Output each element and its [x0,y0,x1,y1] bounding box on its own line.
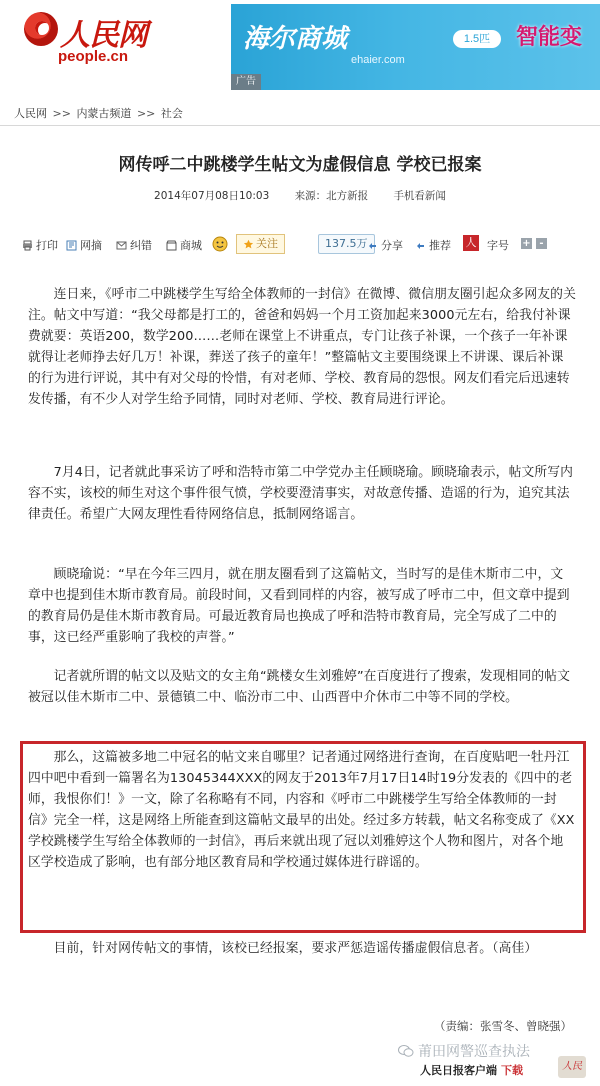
print-button[interactable] [22,237,58,253]
breadcrumb-separator: >> [136,107,156,120]
mall-label: 商城 [180,239,202,252]
people-stamp-logo: 人民 [558,1056,586,1078]
breadcrumb [14,105,183,121]
article-paragraph: 顾晓瑜说：“早在今年三四月，就在朋友圈看到了这篇帖文，当时写的是佳木斯市二中，文章中也提到佳木斯市教育局。前段时间，又看到同样的内容，被写成了呼市二中，但文章中提到的教育局仍是佳木斯市教育局。可最近教育局也换成了呼和浩特市教育局，完全写成了二中的事，这已经严重影响了我校的声誉。” [28,567,570,645]
people-cn-logo[interactable] [22,8,192,68]
breadcrumb-section[interactable]: 社会 [160,107,183,120]
mail-icon [116,240,127,251]
mall-button[interactable] [166,237,202,253]
article-paragraph: 记者就所谓的帖文以及贴文的女主角“跳楼女生刘雅婷”在百度进行了搜索，发现相同的帖文被冠以佳木斯市二中、景德镇二中、临汾市二中、山西晋中介休市二中等不同的学校。 [28,669,571,705]
share-label: 分享 [381,239,403,252]
article-paragraph-highlighted: 那么，这篇被多地二中冠名的帖文来自哪里？记者通过网络进行查询，在百度贴吧一牡丹江四中吧中看到一篇署名为13045344XXX的网友于2013年7月17日14时19分发表的《四中的老师，我恨你们！》一文，除了名称略有不同，内容和《呼市二中跳楼学生写给全体教师的一封信》完全一样，这是网络上所能查到这篇帖文最早的出处。经过多方转载，帖文名称变成了《XX学校跳楼学生写给全体教师的一封信》，再后来就出现了冠以刘雅婷这个人物和图片，对各个地区学校造成了影响，也有部分地区教育局和学校通过媒体进行辟谣的。 [28,750,575,870]
mall-icon [166,240,177,251]
article-date: 2014年07月08日10:03 [154,190,270,202]
smiley-icon[interactable] [212,236,228,252]
star-icon [243,239,254,250]
article-source[interactable]: 来源：北方新报 [294,190,369,202]
article-paragraph: 7月4日，记者就此事采访了呼和浩特市第二中学党办主任顾晓瑜。顾晓瑜表示，帖文所写内容不实，该校的师生对这个事件很气愤，学校要澄清事实，对故意传播、造谣的行为，追究其法律责任。希望广大网友理性看待网络信息，抵制网络谣言。 [28,465,574,522]
breadcrumb-home[interactable]: 人民网 [14,107,47,120]
ad-pill: 1.5匹 [453,30,501,48]
recommend-label: 推荐 [429,239,451,252]
correct-button[interactable] [116,237,152,253]
font-decrease-button[interactable]: - [536,238,547,249]
ad-banner[interactable] [231,4,600,90]
font-size-label: 字号 [487,239,509,252]
site-header [0,0,600,95]
watermark-text: 莆田网警巡查执法 [418,1044,530,1060]
mobile-news-link[interactable]: 手机看新闻 [393,190,446,202]
recommend-icon [415,240,426,251]
bookmark-icon [66,240,77,251]
editor-credit: （责编：张雪冬、曾晓强） [434,1019,572,1033]
people-daily-app-link[interactable] [420,1062,523,1078]
ad-domain: ehaier.com [351,54,405,66]
article-paragraph: 目前，针对网传帖文的事情，该校已经报案，要求严惩造谣传播虚假信息者。（高佳） [53,941,538,956]
ad-label: 广告 [231,74,261,90]
highlight-annotation-box [20,741,586,933]
printer-icon [22,240,33,251]
ad-brand: 海尔商城 [243,24,348,54]
ad-slogan: 智能变 [516,25,583,50]
correct-label: 纠错 [130,239,152,252]
print-label: 打印 [36,239,58,252]
wechat-watermark [398,1041,530,1061]
breadcrumb-bar [0,101,600,126]
article-meta [0,188,600,203]
article-paragraph: 连日来，《呼市二中跳楼学生写给全体教师的一封信》在微博、微信朋友圈引起众多网友的关注。帖文中写道：“我父母都是打工的，爸爸和妈妈一个月工资加起来3000元左右，给我付补课费就要：英语200，数学200……老师在课堂上不讲重点，专门让孩子补课，一个孩子一年补课就得让老师挣去好几万！补课，葬送了孩子的童年！”整篇帖文主要围绕课上不讲课、课后补课的行为进行评说，其中有对父母的怜惜，有对老师、学校、教育局的怨恨。网友们看完后迅速转发传播，有不少人对学生给予同情，同时对老师、学校、教育局进行评论。 [28,287,576,407]
logo-mark-icon [24,12,58,46]
share-button[interactable] [367,237,403,253]
font-increase-button[interactable]: + [522,238,531,249]
breadcrumb-channel[interactable]: 内蒙古频道 [76,107,132,120]
net-excerpt-button[interactable] [66,237,102,253]
follow-button[interactable] [236,234,285,254]
article-title: 网传呼二中跳楼学生帖文为虚假信息 学校已报案 [118,155,482,175]
breadcrumb-separator: >> [52,107,71,120]
recommend-button[interactable] [415,237,451,253]
net-excerpt-label: 网摘 [80,239,102,252]
logo-name: 人民网 [60,18,147,53]
app-label: 人民日报客户端 [420,1064,497,1077]
wechat-icon [398,1044,414,1058]
people-app-icon[interactable]: 人 [463,235,479,251]
logo-domain: people.cn [58,48,129,65]
article-toolbar [22,234,582,256]
follow-label: 关注 [256,237,278,250]
download-label: 下载 [501,1064,523,1077]
follow-count-badge: 137.5万 [318,234,375,254]
share-icon [367,240,378,251]
